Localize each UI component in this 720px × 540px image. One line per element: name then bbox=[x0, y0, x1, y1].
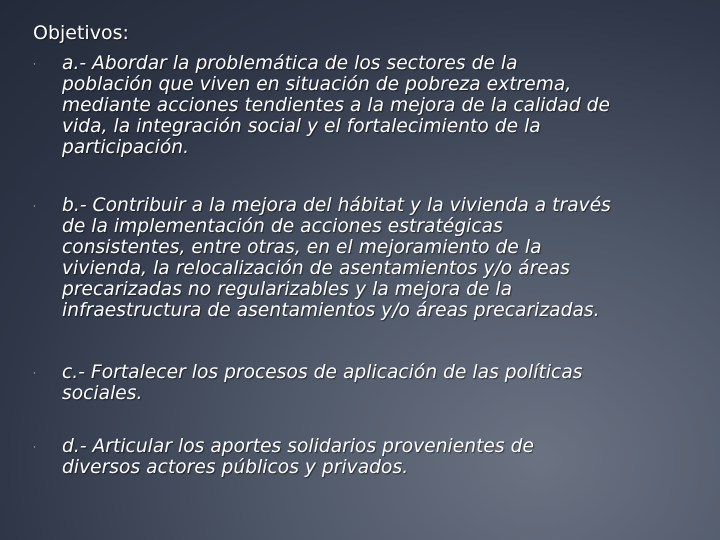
objective-text bbox=[62, 436, 698, 478]
objective-line: c.- Fortalecer los procesos de aplicación de las políticas bbox=[62, 362, 583, 383]
list-item bbox=[33, 436, 698, 478]
objective-line: participación. bbox=[62, 137, 190, 158]
objective-text bbox=[62, 362, 698, 404]
objective-line: a.- Abordar la problemática de los sectores de la bbox=[62, 53, 518, 74]
objective-line: diversos actores públicos y privados. bbox=[62, 457, 409, 478]
objective-line: mediante acciones tendientes a la mejora de la calidad de bbox=[62, 95, 610, 116]
bullet-icon: · bbox=[33, 369, 36, 379]
bullet-icon: · bbox=[33, 443, 36, 453]
objective-line: infraestructura de asentamientos y/o áreas precarizadas. bbox=[62, 300, 600, 321]
objective-line: d.- Articular los aportes solidarios provenientes de bbox=[62, 436, 534, 457]
objective-line: sociales. bbox=[62, 383, 143, 404]
list-item bbox=[33, 195, 698, 321]
objective-line: de la implementación de acciones estratégicas bbox=[62, 216, 503, 237]
bullet-icon: · bbox=[33, 60, 36, 70]
objective-line: consistentes, entre otras, en el mejoramiento de la bbox=[62, 237, 542, 258]
slide-heading: Objetivos: bbox=[33, 22, 129, 44]
objective-line: población que viven en situación de pobreza extrema, bbox=[62, 74, 572, 95]
objective-line: vivienda, la relocalización de asentamientos y/o áreas bbox=[62, 258, 570, 279]
objective-line: b.- Contribuir a la mejora del hábitat y la vivienda a través bbox=[62, 195, 611, 216]
list-item bbox=[33, 53, 698, 158]
bullet-icon: · bbox=[33, 202, 36, 212]
objective-line: vida, la integración social y el fortalecimiento de la bbox=[62, 116, 541, 137]
objective-text bbox=[62, 53, 698, 158]
list-item bbox=[33, 362, 698, 404]
objective-text bbox=[62, 195, 698, 321]
objective-line: precarizadas no regularizables y la mejora de la bbox=[62, 279, 513, 300]
